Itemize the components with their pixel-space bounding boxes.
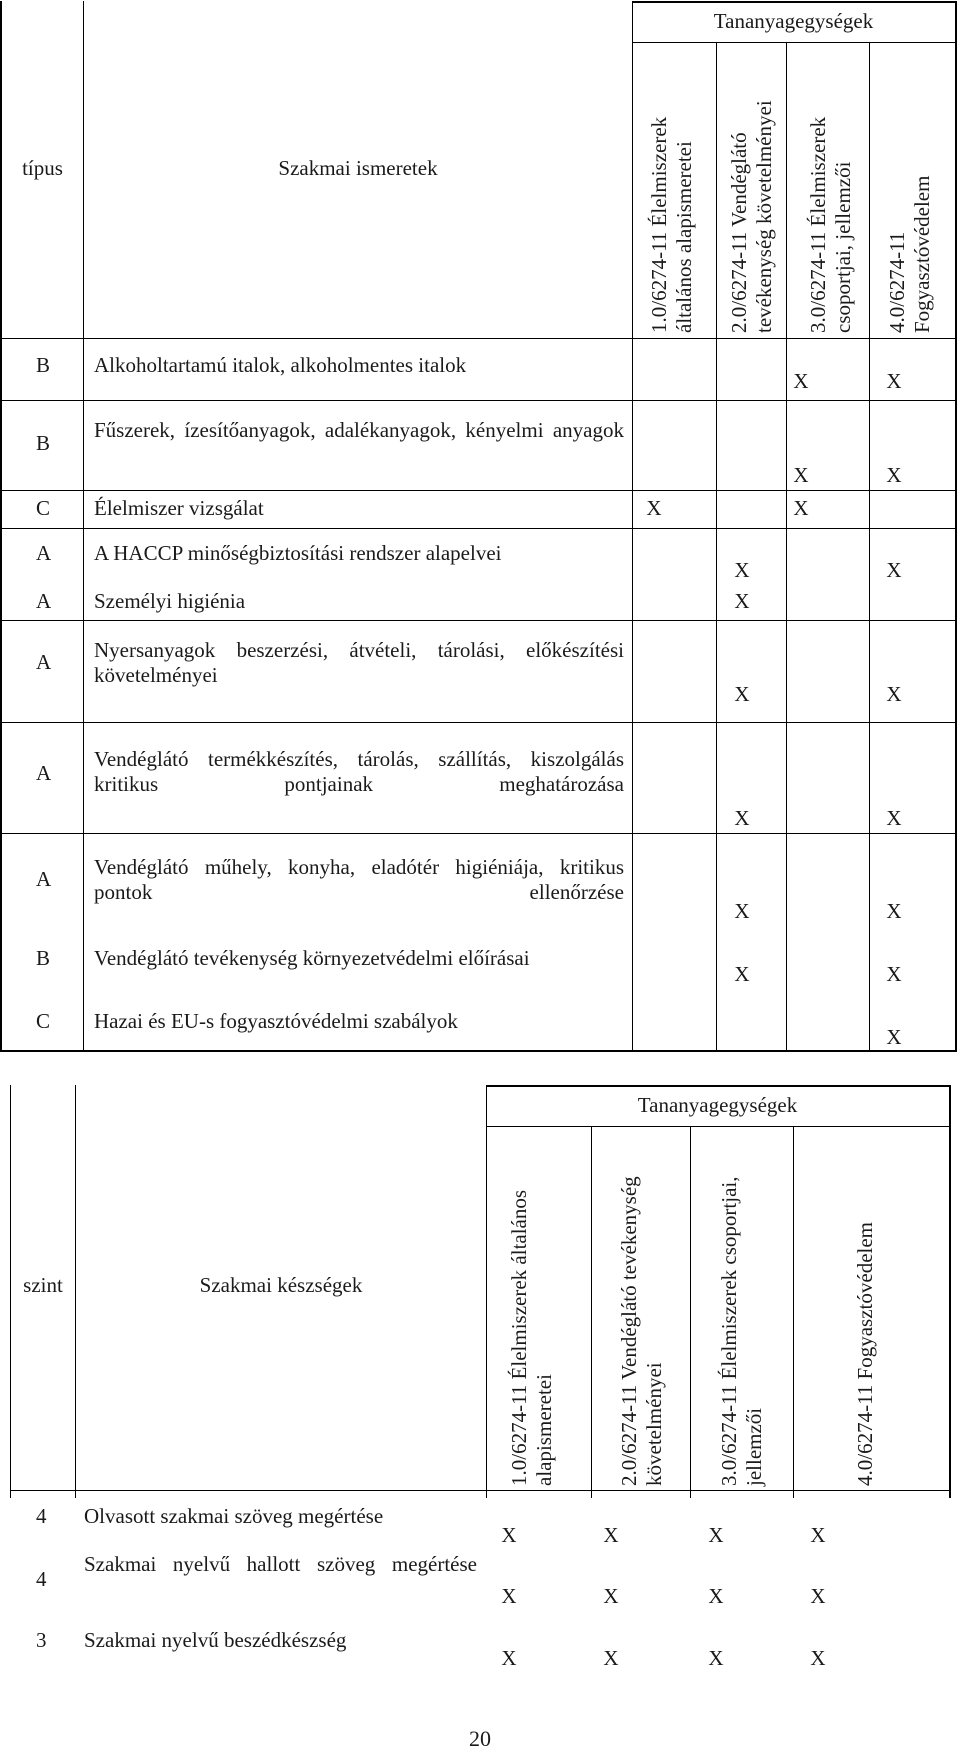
t1-row-line [0, 528, 957, 529]
t1-row-line [0, 833, 957, 834]
row-mark: X [501, 1584, 517, 1608]
t1-divider-unit3 [869, 42, 870, 1052]
row-type: A [36, 650, 52, 674]
t2-divider-group [486, 1126, 950, 1127]
row-mark: X [886, 962, 902, 986]
row-mark: X [886, 806, 902, 830]
t1-col-type-header: típus [22, 156, 63, 180]
row-text: Olvasott szakmai szöveg megértése [84, 1504, 384, 1528]
row-mark: X [734, 962, 750, 986]
row-mark: X [886, 1025, 902, 1049]
t1-col-knowledge-header: Szakmai ismeretek [278, 156, 438, 180]
t2-col-skills-header: Szakmai készségek [199, 1273, 363, 1297]
row-mark: X [734, 899, 750, 923]
row-mark: X [886, 369, 902, 393]
t1-unit-header-4: 4.0/6274-11 Fogyasztóvédelem [885, 175, 934, 333]
row-mark: X [793, 369, 809, 393]
row-text: Alkoholtartamú italok, alkoholmentes italok [94, 353, 467, 377]
row-mark: X [886, 463, 902, 487]
row-mark: X [886, 682, 902, 706]
row-type: B [36, 946, 51, 970]
row-mark: X [734, 589, 750, 613]
t1-border-top [632, 1, 957, 3]
row-type: C [36, 1009, 51, 1033]
t2-group-header: Tananyagegységek [637, 1093, 798, 1117]
t1-row-line [0, 620, 957, 621]
t2-border-right [949, 1085, 951, 1498]
row-mark: X [603, 1646, 619, 1670]
row-text: Élelmiszer vizsgálat [94, 496, 264, 520]
row-text: Szakmai nyelvű beszédkészség [84, 1628, 347, 1652]
row-mark: X [810, 1646, 826, 1670]
row-level: 4 [36, 1504, 47, 1528]
t1-divider-group [632, 42, 957, 43]
row-mark: X [708, 1584, 724, 1608]
t2-unit-header-4: 4.0/6274-11 Fogyasztóvédelem [853, 1221, 877, 1486]
row-mark: X [810, 1584, 826, 1608]
t1-unit-header-1: 1.0/6274-11 Élelmiszerek általános alapismeretei [647, 116, 696, 333]
row-level: 4 [36, 1567, 47, 1591]
row-type: C [36, 496, 51, 520]
row-type: A [36, 867, 52, 891]
t2-border-top [486, 1085, 950, 1087]
row-text: Vendéglátó termékkészítés, tárolás, szállítás, kiszolgálás kritikus pontjainak meghatározása [94, 747, 624, 796]
row-text: Hazai és EU-s fogyasztóvédelmi szabályok [94, 1009, 458, 1033]
row-type: A [36, 541, 52, 565]
t2-unit-header-3: 3.0/6274-11 Élelmiszerek csoportjai, jellemzői [717, 1176, 766, 1486]
t1-row-line [0, 722, 957, 723]
t1-border-right [955, 1, 957, 1052]
row-mark: X [501, 1646, 517, 1670]
row-level: 3 [36, 1628, 47, 1652]
row-type: A [36, 761, 52, 785]
row-text: Nyersanyagok beszerzési, átvételi, tárolási, előkészítési követelményei [94, 638, 624, 687]
row-text: Vendéglátó műhely, konyha, eladótér higiéniája, kritikus pontok ellenőrzése [94, 855, 624, 904]
row-mark: X [810, 1523, 826, 1547]
t2-unit-header-2: 2.0/6274-11 Vendéglátó tevékenység követelményei [617, 1176, 666, 1486]
t2-divider-unit3 [793, 1126, 794, 1498]
row-mark: X [793, 496, 809, 520]
t2-unit-header-1: 1.0/6274-11 Élelmiszerek általános alapismeretei [507, 1189, 556, 1486]
row-mark: X [886, 558, 902, 582]
t2-col-level-header: szint [23, 1273, 63, 1297]
row-text: A HACCP minőségbiztosítási rendszer alapelvei [94, 541, 502, 565]
row-text: Vendéglátó tevékenység környezetvédelmi előírásai [94, 946, 530, 970]
t1-header-bottom [0, 338, 957, 339]
t1-row-line [0, 490, 957, 491]
page-number: 20 [469, 1726, 491, 1751]
row-mark: X [603, 1523, 619, 1547]
row-mark: X [708, 1523, 724, 1547]
t1-group-header: Tananyagegységek [713, 9, 874, 33]
t2-divider-unit2 [690, 1126, 691, 1498]
row-mark: X [793, 463, 809, 487]
row-text: Személyi higiénia [94, 589, 246, 613]
row-mark: X [603, 1584, 619, 1608]
row-mark: X [734, 558, 750, 582]
row-mark: X [708, 1646, 724, 1670]
row-text: Fűszerek, ízesítőanyagok, adalékanyagok, kényelmi anyagok [94, 418, 624, 442]
row-type: B [36, 353, 51, 377]
row-mark: X [734, 806, 750, 830]
row-mark: X [886, 899, 902, 923]
t1-unit-header-2: 2.0/6274-11 Vendéglátó tevékenység követelményei [727, 100, 776, 333]
t1-divider-text [632, 1, 633, 1052]
t1-unit-header-3: 3.0/6274-11 Élelmiszerek csoportjai, jellemzői [806, 116, 855, 333]
t2-divider-text [486, 1085, 487, 1498]
t1-row-line [0, 400, 957, 401]
t1-border-bottom [0, 1050, 957, 1052]
row-type: A [36, 589, 52, 613]
row-type: B [36, 431, 51, 455]
row-text: Szakmai nyelvű hallott szöveg megértése [84, 1552, 477, 1576]
row-mark: X [646, 496, 662, 520]
t2-header-bottom [10, 1490, 950, 1491]
row-mark: X [734, 682, 750, 706]
row-mark: X [501, 1523, 517, 1547]
t2-divider-unit1 [591, 1126, 592, 1498]
t1-divider-unit1 [716, 42, 717, 1052]
t1-divider-unit2 [786, 42, 787, 1052]
